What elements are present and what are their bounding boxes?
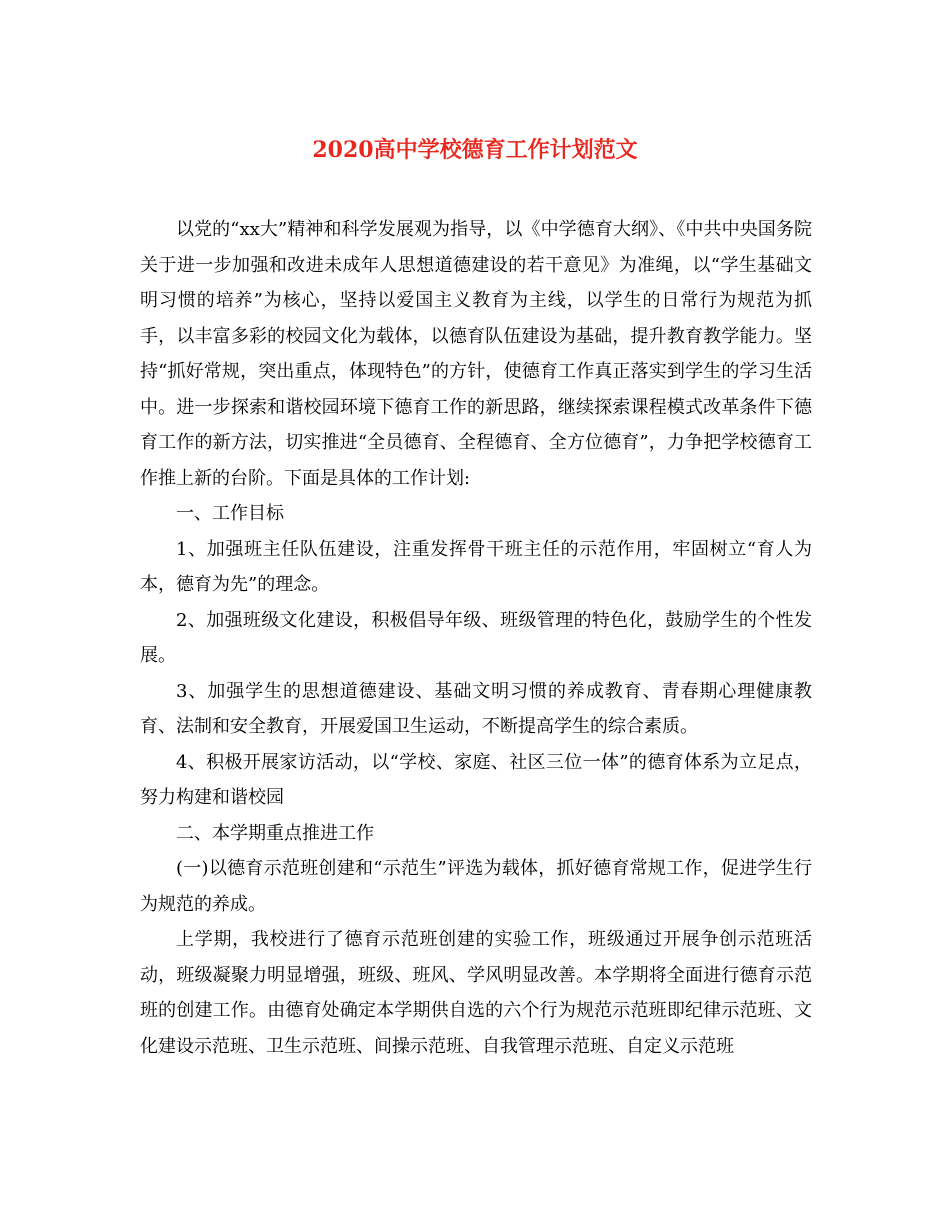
- goal-item-2: 2、加强班级文化建设，积极倡导年级、班级管理的特色化，鼓励学生的个性发展。: [140, 609, 812, 666]
- subsection-heading-1: (一)以德育示范班创建和“示范生”评选为载体，抓好德育常规工作，促进学生行为规范的养成。: [140, 858, 812, 915]
- paragraph-intro: 以党的“xx大”精神和科学发展观为指导，以《中学德育大纲》、《中共中央国务院关于进一步加强和改进未成年人思想道德建设的若干意见》为准绳，以“学生基础文明习惯的培养”为核心，坚持以爱国主义教育为主线，以学生的日常行为规范为抓手，以丰富多彩的校园文化为载体，以德育队伍建设为基础，提升教育教学能力。坚持“抓好常规，突出重点，体现特色”的方针，使德育工作真正落实到学生的学习生活中。进一步探索和谐校园环境下德育工作的新思路，继续探索课程模式改革条件下德育工作的新方法，切实推进“全员德育、全程德育、全方位德育”，力争把学校德育工作推上新的台阶。下面是具体的工作计划:: [140, 219, 812, 489]
- goal-item-3: 3、加强学生的思想道德建设、基础文明习惯的养成教育、青春期心理健康教育、法制和安全教育，开展爱国卫生运动，不断提高学生的综合素质。: [140, 680, 812, 737]
- goal-item-1: 1、加强班主任队伍建设，注重发挥骨干班主任的示范作用，牢固树立“育人为本，德育为先”的理念。: [140, 538, 812, 595]
- section-heading-goals: 一、工作目标: [176, 503, 284, 524]
- goal-item-4: 4、积极开展家访活动，以“学校、家庭、社区三位一体”的德育体系为立足点，努力构建和谐校园: [140, 751, 812, 808]
- document-body: [140, 212, 812, 1064]
- document-title: 2020高中学校德育工作计划范文: [312, 137, 638, 163]
- paragraph-last-semester: 上学期，我校进行了德育示范班创建的实验工作，班级通过开展争创示范班活动，班级凝聚力明显增强，班级、班风、学风明显改善。本学期将全面进行德育示范班的创建工作。由德育处确定本学期供自选的六个行为规范示范班即纪律示范班、文化建设示范班、卫生示范班、间操示范班、自我管理示范班、自定义示范班: [140, 929, 812, 1057]
- section-heading-key-work: 二、本学期重点推进工作: [176, 822, 374, 844]
